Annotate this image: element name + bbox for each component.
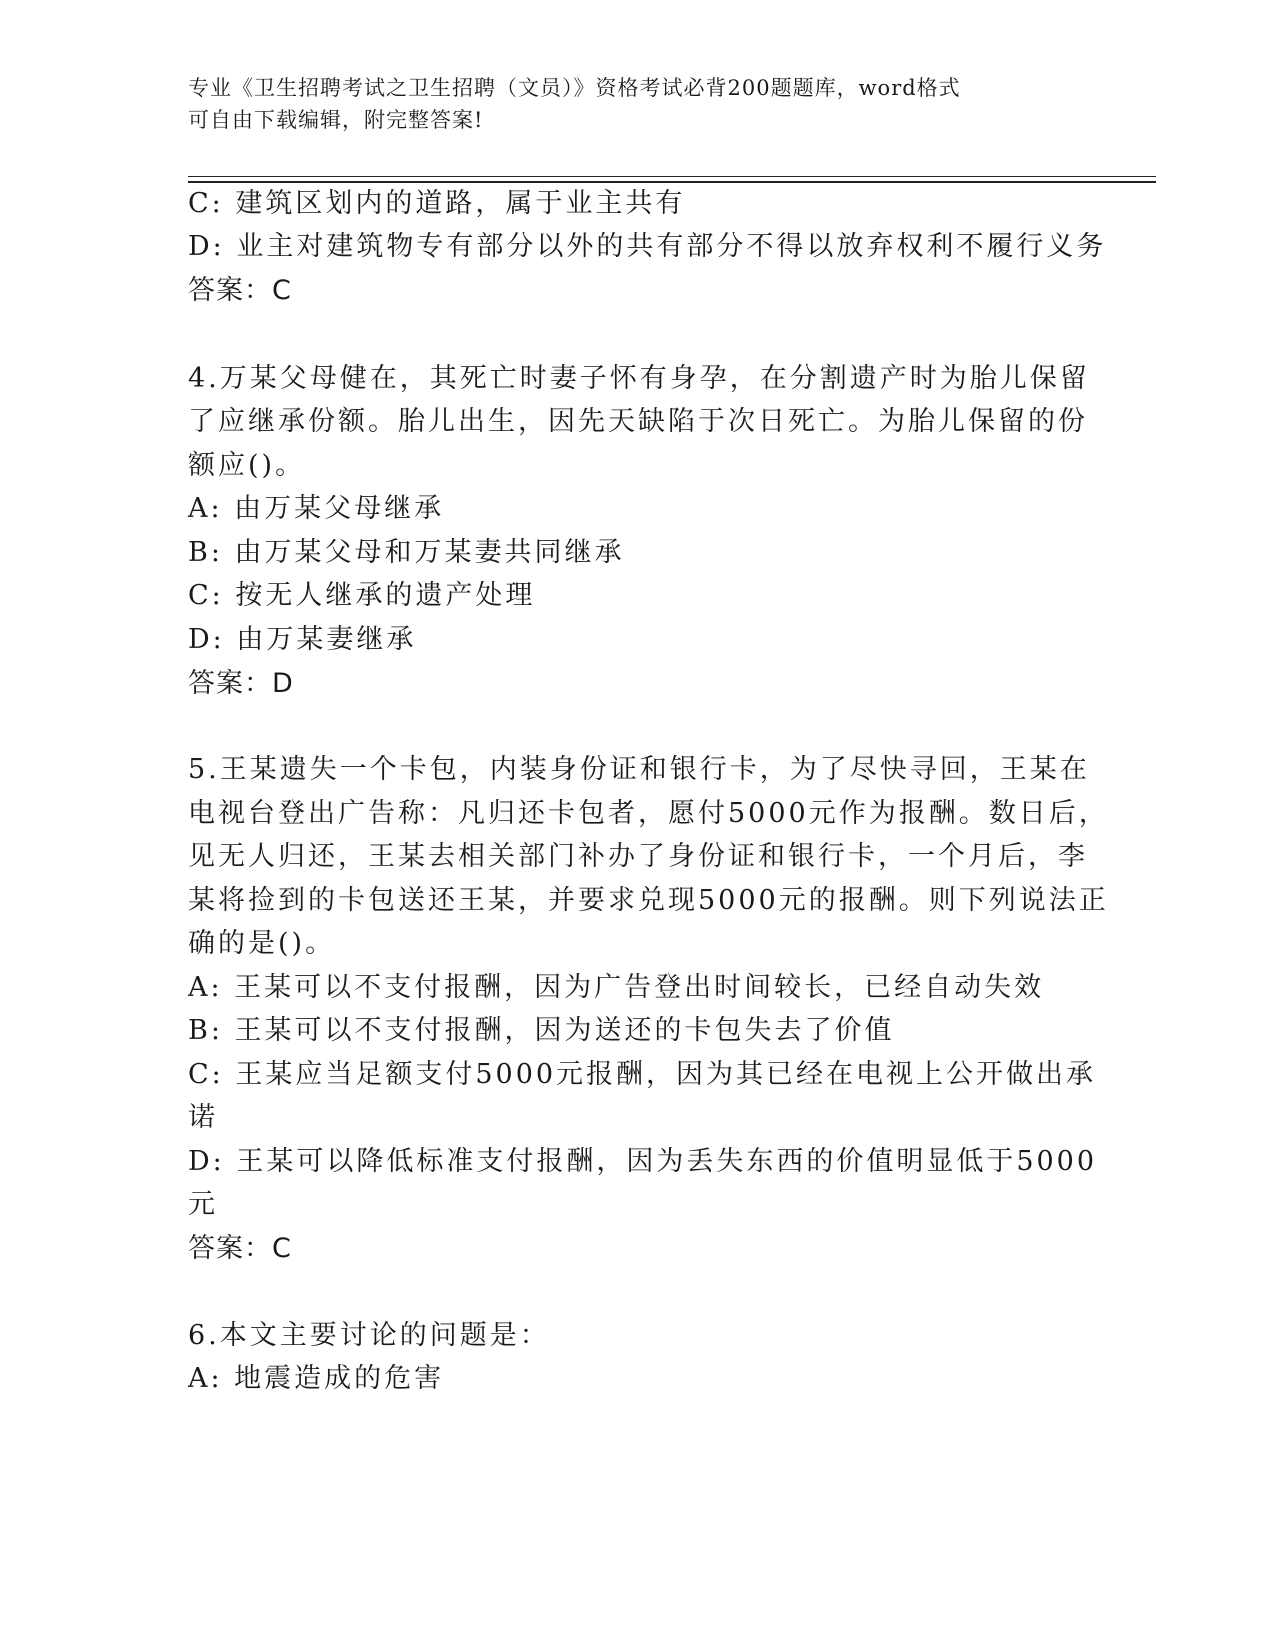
- q5-option-c-line-1: C: 王某应当足额支付5000元报酬，因为其已经在电视上公开做出承: [188, 1059, 1097, 1090]
- header-divider-thick: [188, 181, 1156, 183]
- q4-option-a: A: 由万某父母继承: [188, 493, 445, 524]
- q5-stem-line-3: 见无人归还，王某去相关部门补办了身份证和银行卡，一个月后，李: [188, 841, 1088, 872]
- q5-stem-line-2: 电视台登出广告称：凡归还卡包者，愿付5000元作为报酬。数日后，: [188, 798, 1109, 829]
- q4-option-b: B: 由万某父母和万某妻共同继承: [188, 537, 625, 568]
- q5-stem-line-5: 确的是()。: [188, 928, 336, 959]
- q4-answer: 答案：D: [188, 668, 294, 699]
- q3-option-c: C: 建筑区划内的道路，属于业主共有: [188, 188, 686, 219]
- q6-option-a: A: 地震造成的危害: [188, 1363, 445, 1394]
- q5-answer: 答案：C: [188, 1233, 292, 1264]
- q5-option-b: B: 王某可以不支付报酬，因为送还的卡包失去了价值: [188, 1015, 895, 1046]
- q5-stem-line-4: 某将捡到的卡包送还王某，并要求兑现5000元的报酬。则下列说法正: [188, 885, 1109, 916]
- document-header: [188, 72, 1068, 136]
- q5-option-c-line-2: 诺: [188, 1102, 218, 1133]
- q5-option-a: A: 王某可以不支付报酬，因为广告登出时间较长，已经自动失效: [188, 972, 1045, 1003]
- q4-option-d: D: 由万某妻继承: [188, 624, 417, 655]
- q4-stem-line-1: 4.万某父母健在，其死亡时妻子怀有身孕，在分割遗产时为胎儿保留: [188, 363, 1090, 394]
- header-title-line-1: 专业《卫生招聘考试之卫生招聘（文员）》资格考试必背200题题库，word格式: [188, 76, 961, 100]
- q6-stem-line-1: 6.本文主要讨论的问题是：: [188, 1320, 550, 1351]
- q4-option-c: C: 按无人继承的遗产处理: [188, 580, 536, 611]
- header-title-line-2: 可自由下载编辑，附完整答案!: [188, 108, 484, 132]
- q4-stem-line-3: 额应()。: [188, 450, 306, 481]
- q5-stem-line-1: 5.王某遗失一个卡包，内装身份证和银行卡，为了尽快寻回，王某在: [188, 754, 1090, 785]
- q4-stem-line-2: 了应继承份额。胎儿出生，因先天缺陷于次日死亡。为胎儿保留的份: [188, 406, 1088, 437]
- header-divider-thin: [188, 176, 1156, 177]
- q3-answer: 答案：C: [188, 275, 292, 306]
- q5-option-d-line-1: D: 王某可以降低标准支付报酬，因为丢失东西的价值明显低于5000: [188, 1146, 1098, 1177]
- q3-option-d: D: 业主对建筑物专有部分以外的共有部分不得以放弃权利不履行义务: [188, 231, 1107, 262]
- q5-option-d-line-2: 元: [188, 1189, 218, 1220]
